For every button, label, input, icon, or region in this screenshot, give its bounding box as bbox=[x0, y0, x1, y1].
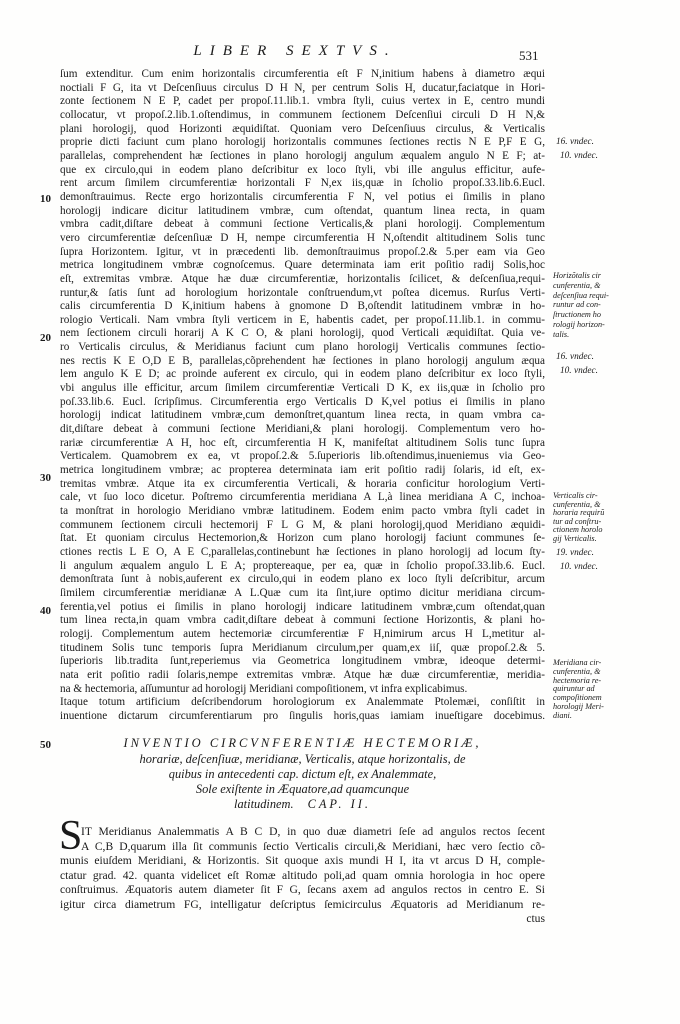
text-line: titudinem Solis tunc temporis ſupra Meridianum circulum,per quam,ex iiſ, quæ propoſ.2.& 5. bbox=[60, 641, 545, 654]
text-line: ctiones rectis L E O, A E C,parallelas,continebunt hæ ſectiones in plano horologij ad locum ſty- bbox=[60, 545, 545, 558]
chapter-subtitle-line: quibus in antecedenti cap. dictum eſt, ex Analemmate, bbox=[168, 767, 437, 781]
text-line: Verticalem. Quamobrem ex ea, vt propoſ.2.& 5.ſuperioris lib.oſtendimus,inueniemus via Geo- bbox=[60, 450, 545, 463]
line-number: 40 bbox=[40, 605, 51, 617]
chapter-text-line: ctatur grad. 42. quanta videlicet eſt Romæ altitudo poli,ad quam omnia horologia in hoc opere bbox=[60, 868, 545, 882]
text-line: poſ.33.lib.6. Eucl. ſcripſimus. Circumferentia ergo Verticalis D K,vel potius ei ſimilis in plano bbox=[60, 395, 545, 408]
main-text-block bbox=[60, 68, 545, 724]
text-line: collocatur, vt propoſ.2.lib.1.oſtendimus, in communem ſectionem Deſcenſiui circuli D H N,& bbox=[60, 108, 545, 121]
text-line: zonte ſectionem N E P, cadet per propoſ.11.lib.1. vmbra ſtyli, cuius vertex in E, centro mundi bbox=[60, 95, 545, 108]
marginal-note-line: talis. bbox=[553, 329, 570, 339]
text-line: proprie dicti faciunt cum plano horologij horizontalis communes ſectiones rectis N E P,F E G, bbox=[60, 136, 545, 149]
line-number: 30 bbox=[40, 472, 51, 484]
text-line: parallelas, comprehendent hæ ſectiones in plano horologij angulum æqualem angulo N E F; at- bbox=[60, 149, 545, 162]
marginal-note-line: rologij horizon- bbox=[553, 319, 605, 329]
marginal-reference-line: 16. vndec. bbox=[556, 137, 594, 147]
text-line: plani horologij, quod Horizonti æquidiſtat. Quoniam vero Deſcenſiuus circulus, & Verticalis bbox=[60, 122, 545, 135]
text-line: demonſtrata ſunt à nobis,auferent ex circulo,qui in eodem plano ex loco ſtyli deſcribitur, arcum bbox=[60, 573, 545, 586]
drop-cap: S bbox=[59, 813, 83, 859]
text-line: rologio Verticali. Nam vmbra ſtyli verticem in E, habentis cadet, per propoſ.11.lib.1. in commu- bbox=[60, 313, 545, 326]
text-line: ro Verticalis circulus, & Meridianus faciunt cum plano horologij Verticalis communes ſectio- bbox=[60, 341, 545, 354]
chapter-subtitle-last-line bbox=[60, 797, 545, 812]
marginal-note-line: deſcenſiua requi- bbox=[553, 290, 609, 300]
page-number: 531 bbox=[519, 48, 539, 63]
text-line: ſimilem circumferentiæ meridianæ A L.Quæ cum ita ſint,iure optimo dicitur meridiana circum- bbox=[60, 586, 545, 599]
text-line: li angulum æqualem angulo L E A; proptereaque, per ea, quæ in ſcholio propoſ.33.lib.6. Eucl. bbox=[60, 559, 545, 572]
catchword: ctus bbox=[526, 912, 545, 925]
chapter-subtitle bbox=[60, 752, 545, 797]
marginal-note-line: Meridiana cir- bbox=[553, 659, 602, 667]
chapter-subtitle-line: horariæ, deſcenſiuæ, meridianæ, Verticalis, atque horizontalis, de bbox=[139, 752, 466, 766]
chapter-text-line: IT Meridianus Analemmatis A B C D, in quo duæ diametri ſeſe ad angulos rectos ſecent bbox=[81, 825, 545, 838]
marginal-reference bbox=[556, 350, 642, 378]
chapter-text-line: conſtruimus. Æquatoris autem diameter ſit F G, ſecans axem ad angulos rectos in centro E. Si bbox=[60, 883, 545, 897]
marginal-reference-line: 10. vndec. bbox=[560, 151, 598, 161]
marginal-note-line: hectemoria re- bbox=[553, 676, 602, 685]
chapter-heading bbox=[60, 735, 545, 812]
marginal-reference-line: 16. vndec. bbox=[556, 352, 594, 362]
text-line: rariæ circumferentiæ A H, hoc eſt, circumferentia H K, manifeſtat altitudinem Solis tunc ſupra bbox=[60, 436, 545, 449]
text-line: ferentia,vel potius ei ſimilis in plano horologij indicare latitudinem vmbræ,cum oſtendat,quan bbox=[60, 600, 545, 613]
marginal-note-line: ſtructionem ho bbox=[553, 310, 601, 320]
marginal-note-line: diani. bbox=[553, 711, 572, 720]
text-line: tum linea recta,in quam vmbra cadit,diſtare debeat à communi ſectione Horizontis, & plani ho- bbox=[60, 614, 545, 627]
text-line: noctiali F G, ita vt Deſcenſiuus circulus D H N, per centrum Solis H, ducatur,faciatque in Hori- bbox=[60, 81, 545, 94]
chapter-subtitle-end: latitudinem. bbox=[234, 797, 294, 811]
text-line: metrica longitudinem vmbræ cognoſcemus. Quare determinata iam erit poſitio radij Solis,hoc bbox=[60, 259, 545, 272]
text-line: runtur,& ſatis ſunt ad horologium horizontale conſtruendum,vt poſtea dicemus. Rurſus Verti- bbox=[60, 286, 545, 299]
text-line: ſupra Horizontem. Igitur, vt in præcedenti lib. demonſtrauimus propoſ.2.& 5.per eam via Geo bbox=[60, 245, 545, 258]
marginal-note-line: runtur ad con- bbox=[553, 300, 601, 310]
text-line: inuentione dictarum circumferentiarum pro ſingulis horis,quas iamiam inueſtigare docebimus. bbox=[60, 709, 545, 722]
text-line: Itaque totum artificium deſcribendorum horologiorum ex Analemmate Ptolemæi, conſiſtit in bbox=[60, 696, 545, 709]
line-number: 50 bbox=[40, 739, 51, 751]
text-line: nes rectis K E O,D E B, parallelas,cõprehendent hæ ſectiones in plano horologij angulum æqua bbox=[60, 354, 545, 367]
marginal-note-line: cunferentia, & bbox=[553, 280, 601, 290]
marginal-reference bbox=[556, 546, 642, 574]
text-line: rologij. Complementum autem hectemoriæ circumferentiæ F H,nimirum arcus H L,metitur al- bbox=[60, 627, 545, 640]
text-line: communem ſectionem circuli hectemorij F L G M, & plani horologij,quod Meridiano æquidi- bbox=[60, 518, 545, 531]
marginal-reference-line: 19. vndec. bbox=[556, 548, 594, 558]
marginal-note-line: compoſitionem bbox=[553, 694, 602, 703]
marginal-note-line: Verticalis cir- bbox=[553, 492, 598, 500]
marginal-note-line: ctionem horolo bbox=[553, 526, 603, 535]
chapter-subtitle-line: Sole exiſtente in Æquatore,ad quamcunque bbox=[195, 782, 410, 796]
text-line: demonſtrauimus. Recte ergo horizontalis circumferentia F N, vel potius ei ſimilis in plano bbox=[60, 190, 545, 203]
chapter-text-block bbox=[60, 825, 545, 913]
text-line: na & hectemoria, aſſumuntur ad horologij Meridiani compoſitionem, vt infra explicabimus. bbox=[60, 682, 468, 695]
running-head-title: LIBER SEXTVS. bbox=[193, 43, 397, 59]
line-number: 20 bbox=[40, 332, 51, 344]
text-line: ſum extenditur. Cum enim horizontalis circumferentia eſt F N,initium habens à diametro æqui bbox=[60, 68, 545, 80]
text-line: dit,diſtare debeat à communi ſectione Meridiani,& plani horologij. Complementum vero ho- bbox=[60, 423, 545, 436]
text-line: calis circumferentia D K,initium habens à gnomone D B,oſtendit latitudinem vmbræ in ho- bbox=[60, 300, 545, 313]
text-line: nem ſectionem circuli horarij A K C O, & plani horologij, quod Verticali æquidiſtat. Quia ve- bbox=[60, 327, 545, 340]
text-line: rent arcum ſimilem circumferentiæ horizontali F N,ex iis,quæ in ſcholio propoſ.33.lib.6.Eucl. bbox=[60, 177, 545, 190]
text-line: tremitas vmbræ. Atque ita ex circumferentia Verticali, & horaria conficitur horologium Verti- bbox=[60, 477, 545, 490]
chapter-text-line: A C,B D,quarum illa ſit communis ſectio Verticalis circuli,& Meridiani, hæc vero ſectio cõ- bbox=[81, 839, 545, 853]
chapter-text-line: munis eiuſdem Meridiani, & Horizontis. Sit quoque axis mundi H I, ita vt arcus D H, comple- bbox=[60, 854, 545, 868]
text-line: horologij indicare dicitur latitudinem vmbræ, cum oſtendat, quantum linea recta, in quam bbox=[60, 204, 545, 217]
marginal-note-line: Horizõtalis cir bbox=[553, 271, 601, 280]
text-line: eſt, extremitas vmbræ. Atque hæ duæ circumferentiæ, horizontalis ſcilicet, & deſcenſiua,requi- bbox=[60, 272, 545, 285]
text-line: ta monſtrat in horologio Meridiano vmbræ latitudinem. Eodem enim pacto vmbra ſtyli cadet in bbox=[60, 505, 545, 517]
marginal-reference-line: 10. vndec. bbox=[560, 366, 598, 376]
marginal-note-line: horaria requirũ bbox=[553, 509, 605, 518]
marginal-note-horizontalis bbox=[553, 271, 639, 340]
text-line: lem angulo K E D; ac proinde auferent ex circulo, qui in eodem plano deſcribitur ex loco ſtyli, bbox=[60, 368, 545, 381]
marginal-note-meridiana bbox=[553, 659, 639, 721]
marginal-note-line: horologij Meri- bbox=[553, 702, 604, 711]
chapter-title: INVENTIO CIRCVNFERENTIÆ HECTEMORIÆ, bbox=[123, 736, 482, 750]
marginal-note-line: cunferentia, & bbox=[553, 500, 601, 509]
text-line: ſtat. Et quoniam circulus Hectemorion,& Horizon cum plano horologij faciunt communes ſe- bbox=[60, 532, 545, 545]
chapter-label: CAP. II. bbox=[307, 797, 371, 811]
marginal-note-line: cunferentia, & bbox=[553, 667, 601, 676]
marginal-note-verticalis bbox=[553, 492, 639, 544]
text-line: vbi angulus ille efficitur, arcum ſimilem circumferentiæ Verticali D K, ex iis,quæ in ſcholio pro bbox=[60, 382, 545, 395]
text-line: vmbra cadit,diſtare debeat à communi ſectione Verticalis,& plani horologij. Complementum bbox=[60, 218, 545, 231]
text-line: que ex circulo,qui in eodem plano deſcribitur ex loco ſtyli, vbi ille angulus efficitur, aufe- bbox=[60, 163, 545, 176]
text-line: metrica longitudinem vmbræ; ac propterea determinata iam erit poſitio radij ſolaris, id eſt, ex- bbox=[60, 464, 545, 477]
marginal-note-line: gij Verticalis. bbox=[553, 534, 597, 543]
marginal-reference bbox=[556, 135, 642, 163]
text-line: ſuperioris lib.tradita ſunt,reperiemus via Geometrica longitudinem vmbræ, ideoque determi- bbox=[60, 655, 545, 668]
chapter-text-line: igitur circa diametrum FG, intelligatur deſcriptus ſemicirculus Æquatoris ad Meridianum re- bbox=[60, 897, 545, 911]
line-number: 10 bbox=[40, 193, 51, 205]
text-line: nata erit poſitio radii ſolaris,nempe extremitas vmbræ. Atque hæ duæ circumferentiæ, meridia- bbox=[60, 668, 545, 681]
text-line: cale, vt ſuo loco dicetur. Poſtremo circumferentia meridiana A L,à linea meridiana A C, inchoa- bbox=[60, 491, 545, 504]
marginal-note-line: quiruntur ad bbox=[553, 685, 595, 694]
marginal-reference-line: 10. vndec. bbox=[560, 562, 598, 572]
marginal-note-line: tur ad conſtru- bbox=[553, 517, 602, 526]
text-line: vero circumferentiæ deſcenſiuæ D H, nempe circumferentia H N,oſtendit altitudinem Solis tunc bbox=[60, 231, 545, 244]
text-line: horologij indicat latitudinem vmbræ,cum demonſtret,quantum linea recta, in quam vmbra ca- bbox=[60, 409, 545, 422]
